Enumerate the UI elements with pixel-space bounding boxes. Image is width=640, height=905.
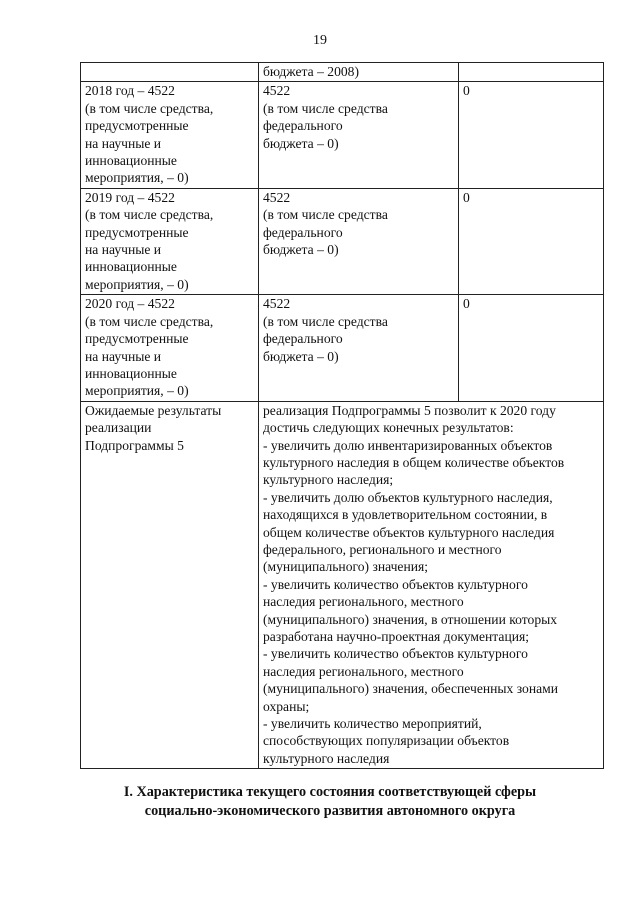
text-line: бюджета – 0) [263,242,339,258]
cell-federal-budget [259,82,459,188]
text-line: федерального [263,331,343,347]
text-line: способствующих популяризации объектов [263,733,510,749]
text-line: - увеличить количество объектов культурного [263,576,528,592]
text-line: федерального, регионального и местного [263,541,502,557]
cell-year-total [81,82,259,188]
text-line: наследия регионального, местного [263,663,464,679]
cell-other-value [459,188,604,294]
text-line: - увеличить долю инвентаризированных объектов [263,437,553,453]
text-line: на научные и [85,242,162,258]
text-line: - увеличить долю объектов культурного наследия, [263,489,553,505]
text-line: мероприятия, – 0) [85,170,189,186]
text-line: предусмотренные [85,331,189,347]
heading-line: социально-экономического развития автономного округа [144,803,516,819]
table-row-2020 [81,295,604,401]
text-line: - увеличить количество объектов культурного [263,646,528,662]
table-row-expected-results [81,401,604,769]
cell-empty [81,63,259,82]
cell-results-text [259,401,604,769]
cell-results-label [81,401,259,769]
text-line: (в том числе средства, [85,100,214,116]
table-row-continued [81,63,604,82]
page-number: 19 [313,33,327,48]
text-line: мероприятия, – 0) [85,383,189,399]
text-line: общем количестве объектов культурного наследия [263,524,555,540]
heading-line: I. Характеристика текущего состояния соответствующей сферы [123,784,537,800]
text-line: - увеличить количество мероприятий, [263,716,482,732]
text-line: 2020 год – 4522 [85,296,175,312]
text-line: наследия регионального, местного [263,594,464,610]
cell-budget-continued [259,63,459,82]
text-line: бюджета – 0) [263,348,339,364]
text-line: мероприятия, – 0) [85,276,189,292]
text-line: культурного наследия в общем количестве объектов [263,454,565,470]
text-line: 0 [463,296,470,312]
text-line: федерального [263,224,343,240]
text-line: инновационные [85,153,177,169]
text-line: культурного наследия [263,750,390,766]
text-line: на научные и [85,135,162,151]
text-line: культурного наследия; [263,472,394,488]
text-line: 2018 год – 4522 [85,83,175,99]
text-line: охраны; [263,698,310,714]
table-row-2019 [81,188,604,294]
text-line: 4522 [263,296,291,312]
budget-table [80,62,604,769]
table-row-2018 [81,82,604,188]
text-line: предусмотренные [85,118,189,134]
text-line: на научные и [85,348,162,364]
cell-other-value [459,82,604,188]
section-heading [60,783,600,821]
text-line: 4522 [263,83,291,99]
cell-year-total [81,295,259,401]
text-line: (в том числе средства [263,313,388,329]
text-line: 2019 год – 4522 [85,189,175,205]
text-line: бюджета – 2008) [263,64,359,79]
cell-empty [459,63,604,82]
text-line: предусмотренные [85,224,189,240]
cell-year-total [81,188,259,294]
text-line: 0 [463,83,470,99]
text-line: (муниципального) значения; [263,559,429,575]
text-line: (в том числе средства, [85,207,214,223]
text-line: достичь следующих конечных результатов: [263,420,514,436]
text-line: находящихся в удовлетворительном состоянии, в [263,507,548,523]
cell-other-value [459,295,604,401]
text-line: (в том числе средства, [85,313,214,329]
text-line: инновационные [85,259,177,275]
text-line: реализация Подпрограммы 5 позволит к 2020 году [263,402,556,418]
text-line: разработана научно-проектная документация; [263,629,530,644]
text-line: Ожидаемые результаты [85,402,222,418]
text-line: федерального [263,118,343,134]
text-line: 0 [463,189,470,205]
cell-federal-budget [259,295,459,401]
cell-federal-budget [259,188,459,294]
text-line: реализации [85,420,152,436]
text-line: (муниципального) значения, обеспеченных зонами [263,681,558,697]
text-line: инновационные [85,365,177,381]
text-line: Подпрограммы 5 [85,437,184,453]
text-line: бюджета – 0) [263,135,339,151]
text-line: (в том числе средства [263,100,388,116]
text-line: (муниципального) значения, в отношении которых [263,611,558,627]
text-line: (в том числе средства [263,207,388,223]
text-line: 4522 [263,189,291,205]
